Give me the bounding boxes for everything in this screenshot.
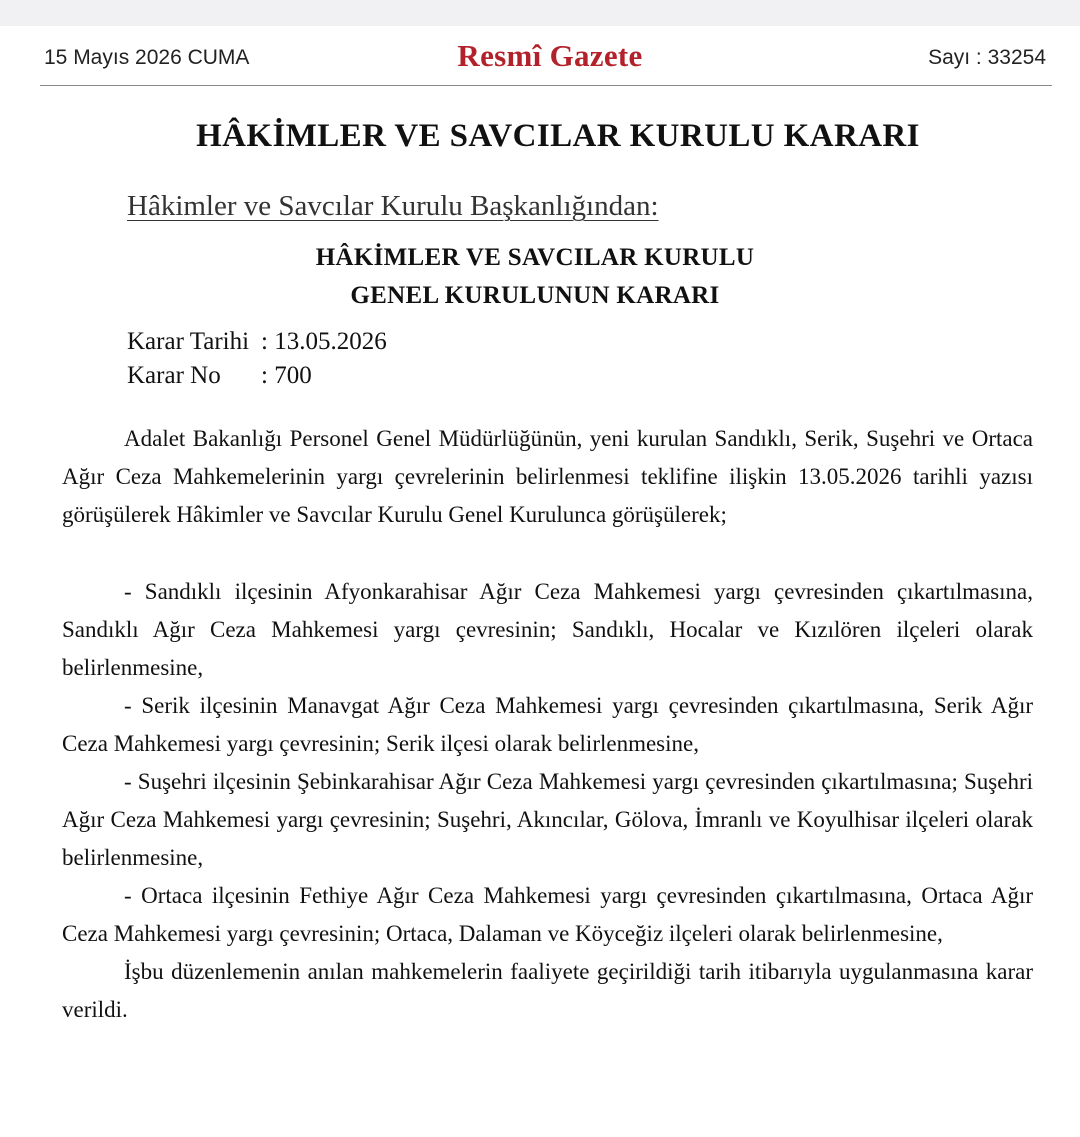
gazette-title: Resmî Gazete <box>457 38 643 73</box>
header-date: 15 Mayıs 2026 CUMA <box>44 46 250 69</box>
subheading-line-1: HÂKİMLER VE SAVCILAR KURULU <box>315 244 755 271</box>
document-heading: HÂKİMLER VE SAVCILAR KURULU KARARI <box>196 118 920 154</box>
decision-number-value: : 700 <box>261 362 312 389</box>
decision-date-row <box>127 328 387 356</box>
intro-paragraph: Adalet Bakanlığı Personel Genel Müdürlüğünün, yeni kurulan Sandıklı, Serik, Suşehri ve Ortaca Ağır Ceza Mahkemelerinin yargı çevrelerinin belirlenmesi teklifine ilişkin 13.05.2026 tarihli yazısı görüşülerek Hâkimler ve Savcılar Kurulu Genel Kurulunca görüşülerek; <box>62 426 1033 527</box>
decision-item-serik: - Serik ilçesinin Manavgat Ağır Ceza Mahkemesi yargı çevresinden çıkartılmasına, Serik Ağır Ceza Mahkemesi yargı çevresinin; Serik ilçesi olarak belirlenmesine, <box>62 693 1033 756</box>
decision-date-label: Karar Tarihi <box>127 328 250 355</box>
header-divider <box>40 85 1052 86</box>
decision-item-susehri: - Suşehri ilçesinin Şebinkarahisar Ağır Ceza Mahkemesi yargı çevresinden çıkartılmasına; Suşehri Ağır Ceza Mahkemesi yargı çevresinin; Suşehri, Akıncılar, Gölova, İmranlı ve Koyulhisar ilçeleri olarak belirlenmesine, <box>62 769 1033 870</box>
decision-date-value: : 13.05.2026 <box>261 328 387 355</box>
decision-number-row <box>127 362 312 390</box>
issuing-authority: Hâkimler ve Savcılar Kurulu Başkanlığından: <box>127 190 659 222</box>
decision-items <box>62 573 1033 1029</box>
issue-number: Sayı : 33254 <box>928 46 1046 69</box>
top-strip <box>0 0 1080 26</box>
decision-item-ortaca: - Ortaca ilçesinin Fethiye Ağır Ceza Mahkemesi yargı çevresinden çıkartılmasına, Ortaca Ağır Ceza Mahkemesi yargı çevresinin; Ortaca, Dalaman ve Köyceğiz ilçeleri olarak belirlenmesine, <box>62 883 1033 946</box>
decision-item-sandikli: - Sandıklı ilçesinin Afyonkarahisar Ağır Ceza Mahkemesi yargı çevresinden çıkartılmasına, Sandıklı Ağır Ceza Mahkemesi yargı çevresinin; Sandıklı, Hocalar ve Kızılören ilçeleri olarak belirlenmesine, <box>62 579 1033 680</box>
intro-section <box>62 420 1033 534</box>
subheading-line-2: GENEL KURULUNUN KARARI <box>350 282 720 309</box>
decision-number-label: Karar No <box>127 362 221 389</box>
closing-paragraph: İşbu düzenlemenin anılan mahkemelerin faaliyete geçirildiği tarih itibarıyla uygulanmasına karar verildi. <box>62 959 1033 1022</box>
